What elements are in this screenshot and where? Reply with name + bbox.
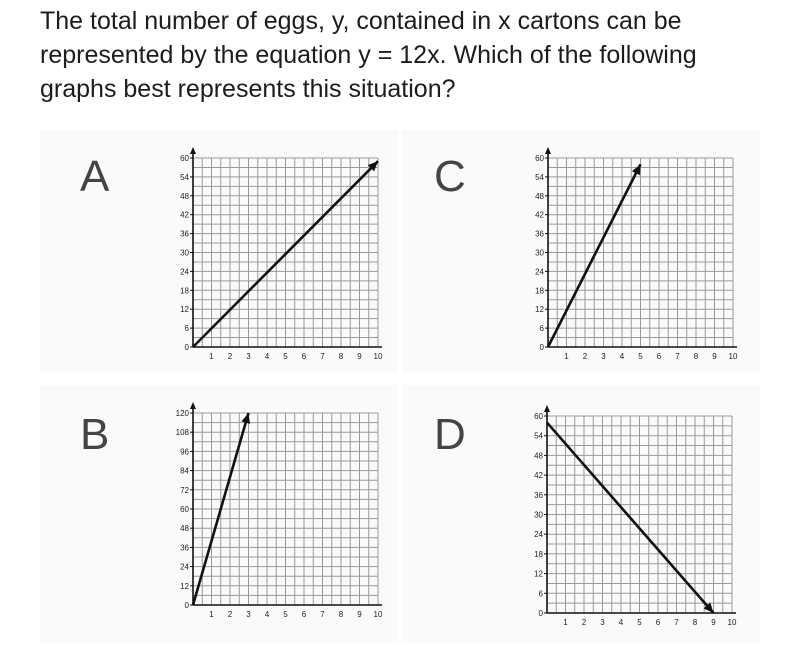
y-tick-label: 24 <box>180 267 189 277</box>
x-tick-label: 6 <box>301 352 307 361</box>
x-tick-label: 2 <box>582 352 588 361</box>
x-tick-label: 8 <box>692 618 698 627</box>
x-tick-label: 2 <box>227 610 233 619</box>
y-tick-label: 108 <box>175 428 189 438</box>
y-tick-label: 120 <box>175 409 189 418</box>
x-tick-label: 7 <box>320 352 325 361</box>
y-tick-label: 18 <box>535 286 544 296</box>
x-tick-label: 2 <box>227 352 233 361</box>
y-tick-label: 18 <box>180 286 189 296</box>
y-tick-label: 12 <box>535 305 544 315</box>
x-tick-label: 10 <box>373 352 383 361</box>
question-text: The total number of eggs, y, contained in x cartons can be represented by the equation y = 12x. Which of the following graphs best represents this situation? <box>40 7 697 103</box>
y-tick-label: 24 <box>535 267 544 277</box>
y-tick-label: 0 <box>539 343 544 352</box>
y-axis-arrow <box>544 405 550 412</box>
y-tick-label: 48 <box>534 451 543 461</box>
x-tick-label: 3 <box>246 610 251 619</box>
x-tick-label: 4 <box>264 610 270 619</box>
y-tick-label: 18 <box>534 549 543 559</box>
x-tick-label: 10 <box>728 352 738 361</box>
y-tick-label: 30 <box>535 248 544 258</box>
x-tick-label: 5 <box>283 352 288 361</box>
y-tick-label: 36 <box>180 543 189 553</box>
x-tick-label: 9 <box>711 618 716 627</box>
y-tick-label: 48 <box>180 191 189 201</box>
x-tick-label: 8 <box>338 352 344 361</box>
x-tick-label: 3 <box>601 352 606 361</box>
y-tick-label: 30 <box>180 248 189 258</box>
y-tick-label: 54 <box>534 431 543 441</box>
x-tick-label: 1 <box>209 610 214 619</box>
option-letter-b: B <box>80 410 110 459</box>
y-tick-label: 0 <box>184 343 189 352</box>
y-tick-label: 60 <box>180 154 189 163</box>
y-tick-label: 30 <box>534 510 543 520</box>
y-tick-label: 24 <box>534 530 543 540</box>
y-tick-label: 42 <box>180 210 189 220</box>
y-tick-label: 42 <box>535 210 544 220</box>
y-tick-label: 6 <box>539 324 544 334</box>
x-tick-label: 7 <box>675 352 680 361</box>
y-tick-label: 84 <box>180 466 189 476</box>
y-tick-label: 54 <box>535 172 544 182</box>
y-tick-label: 12 <box>180 581 189 591</box>
y-tick-label: 48 <box>180 524 189 534</box>
x-tick-label: 6 <box>656 352 662 361</box>
x-tick-label: 2 <box>581 618 587 627</box>
y-tick-label: 48 <box>535 191 544 201</box>
x-tick-label: 3 <box>246 352 251 361</box>
y-tick-label: 60 <box>535 154 544 163</box>
x-tick-label: 10 <box>727 618 737 627</box>
y-tick-label: 42 <box>534 471 543 481</box>
x-tick-label: 5 <box>638 352 643 361</box>
y-tick-label: 24 <box>180 562 189 572</box>
y-tick-label: 6 <box>538 589 543 599</box>
x-tick-label: 5 <box>637 618 642 627</box>
y-tick-label: 12 <box>180 305 189 315</box>
y-tick-label: 12 <box>534 569 543 579</box>
y-tick-label: 0 <box>184 601 189 610</box>
y-tick-label: 60 <box>180 505 189 514</box>
x-tick-label: 4 <box>619 352 625 361</box>
y-tick-label: 0 <box>538 609 543 618</box>
x-tick-label: 4 <box>264 352 270 361</box>
y-tick-label: 60 <box>534 412 543 421</box>
y-tick-label: 54 <box>180 172 189 182</box>
x-tick-label: 6 <box>655 618 661 627</box>
y-tick-label: 36 <box>535 229 544 239</box>
x-tick-label: 4 <box>618 618 624 627</box>
option-letter-a: A <box>80 152 110 201</box>
x-tick-label: 3 <box>600 618 605 627</box>
x-tick-label: 1 <box>563 618 568 627</box>
x-tick-label: 9 <box>357 610 362 619</box>
x-tick-label: 1 <box>209 352 214 361</box>
x-tick-label: 1 <box>564 352 569 361</box>
x-tick-label: 8 <box>693 352 699 361</box>
y-tick-label: 36 <box>534 490 543 500</box>
option-letter-c: C <box>434 152 466 201</box>
x-tick-label: 10 <box>373 610 383 619</box>
y-tick-label: 72 <box>180 485 189 495</box>
y-tick-label: 36 <box>180 229 189 239</box>
x-tick-label: 9 <box>712 352 717 361</box>
x-tick-label: 6 <box>301 610 307 619</box>
x-tick-label: 7 <box>674 618 679 627</box>
x-tick-label: 5 <box>283 610 288 619</box>
y-tick-label: 96 <box>180 447 189 457</box>
x-tick-label: 7 <box>320 610 325 619</box>
x-tick-label: 8 <box>338 610 344 619</box>
x-tick-label: 9 <box>357 352 362 361</box>
y-tick-label: 6 <box>184 324 189 334</box>
option-letter-d: D <box>434 410 466 459</box>
